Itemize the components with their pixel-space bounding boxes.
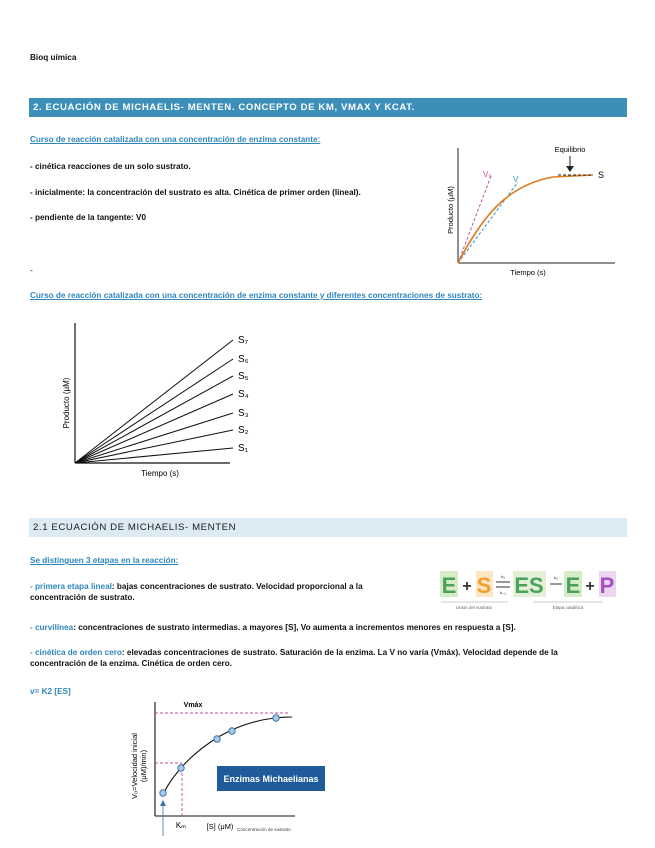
fig1-ylabel: Producto (μM) bbox=[446, 186, 455, 234]
fig3-box-label: Enzimas Michaelianas bbox=[223, 774, 319, 784]
fig1-product-curve bbox=[458, 175, 593, 263]
section-title: 2. ECUACIÓN DE MICHAELIS- MENTEN. CONCEPTO DE KM, VMAX Y KCAT. bbox=[33, 102, 415, 113]
stage-linear-label: - primera etapa lineal bbox=[30, 582, 112, 591]
reaction-e2: E bbox=[565, 573, 581, 598]
reaction-es: ES bbox=[514, 573, 544, 598]
fig1-equilibrium-label: Equilibrio bbox=[554, 145, 586, 154]
fig2-label-s2: S₂ bbox=[238, 425, 249, 436]
figure-product-time bbox=[443, 140, 623, 280]
fig2-line-s7 bbox=[75, 340, 233, 463]
section-header-michaelis-menten bbox=[29, 98, 627, 117]
reaction-k1: k₁ bbox=[501, 574, 505, 579]
fig2-ylabel: Producto (μM) bbox=[62, 377, 71, 429]
fig1-arrow-head bbox=[566, 166, 574, 172]
fig2-line-s4 bbox=[75, 394, 233, 463]
reaction-s: S bbox=[476, 573, 492, 598]
reaction-note1: Unión del sustrato bbox=[455, 605, 493, 610]
fig2-label-s5: S₅ bbox=[238, 371, 249, 382]
section-header-michaelis-menten-equation bbox=[29, 518, 627, 537]
stage-curvilinear-label: - curvilínea bbox=[30, 623, 74, 632]
reaction-k2: k₂ bbox=[554, 575, 558, 580]
fig2-label-s6: S₆ bbox=[238, 354, 249, 365]
fig3-ylabel2: (μM)/min) bbox=[139, 749, 148, 783]
fig1-s-label: S bbox=[598, 170, 605, 180]
stray-mark: - bbox=[30, 266, 33, 275]
fig2-label-s4: S₄ bbox=[238, 389, 249, 400]
fig3-point-1 bbox=[160, 790, 166, 796]
reaction-note2: Etapa catalítica bbox=[552, 605, 584, 610]
stage-zero-order bbox=[30, 647, 630, 669]
reaction-e1: E bbox=[441, 573, 457, 598]
fig3-point-4 bbox=[229, 728, 235, 734]
reaction-k-1: k₋₁ bbox=[500, 590, 506, 595]
fig2-xlabel: Tiempo (s) bbox=[141, 469, 179, 478]
fig3-xnote: Concentración de sustrato bbox=[237, 827, 291, 832]
fig3-point-2 bbox=[178, 765, 184, 771]
fig3-xlabel: [S] (μM) bbox=[206, 822, 234, 831]
stage-zero-order-cont: concentración de la enzima. Cinética de orden cero. bbox=[30, 659, 233, 668]
bullet-first-order: - inicialmente: la concentración del sustrato es alta. Cinética de primer orden (lineal). bbox=[30, 188, 361, 197]
fig3-km-label: Kₘ bbox=[175, 821, 187, 830]
stage-linear-cont: concentración de sustrato. bbox=[30, 593, 135, 602]
stage-zero-order-text: : elevadas concentraciones de sustrato. Saturación de la enzima. La V no varía (Vmáx). Velocidad depende de la bbox=[121, 648, 558, 657]
fig1-tangent-v bbox=[458, 182, 518, 263]
stage-linear-text: : bajas concentraciones de sustrato. Velocidad proporcional a la bbox=[111, 582, 363, 591]
fig2-line-s6 bbox=[75, 359, 233, 463]
reaction-scheme bbox=[438, 568, 618, 612]
formula-velocity: v= K2 [ES] bbox=[30, 687, 71, 696]
reaction-p: P bbox=[599, 573, 615, 598]
subtitle-different-substrates: Curso de reacción catalizada con una concentración de enzima constante y diferentes concentraciones de sustrato: bbox=[30, 291, 483, 300]
subject-label: Bioq uímica bbox=[30, 53, 77, 62]
figure-michaelis-curve bbox=[125, 696, 355, 842]
stage-curvilinear-text: : concentraciones de sustrato intermedias. a mayores [S], Vo aumenta a incrementos menores en respuesta a [S]. bbox=[73, 623, 516, 632]
fig1-xlabel: Tiempo (s) bbox=[510, 268, 546, 277]
section2-title: 2.1 ECUACIÓN DE MICHAELIS- MENTEN bbox=[33, 522, 237, 533]
fig2-label-s7: S₇ bbox=[238, 335, 249, 346]
fig3-ylabel1: V₀=Velocidad inicial bbox=[130, 733, 139, 799]
fig3-point-3 bbox=[214, 736, 220, 742]
fig3-arrow-head bbox=[160, 800, 166, 806]
bullet-single-substrate: - cinética reacciones de un solo sustrato. bbox=[30, 162, 191, 171]
stage-curvilinear bbox=[30, 622, 630, 633]
subtitle-constant-enzyme: Curso de reacción catalizada con una concentración de enzima constante: bbox=[30, 135, 321, 144]
reaction-plus2: + bbox=[585, 578, 595, 595]
bullet-tangent-slope: - pendiente de la tangente: V0 bbox=[30, 213, 147, 222]
figure-substrate-series bbox=[60, 318, 270, 488]
fig1-v0-label: V₀ bbox=[483, 170, 492, 179]
fig2-label-s1: S₁ bbox=[238, 443, 249, 454]
fig3-point-5 bbox=[273, 715, 279, 721]
fig3-vmax-label: Vmáx bbox=[183, 702, 203, 709]
reaction-plus1: + bbox=[462, 578, 472, 595]
fig1-v-label: V bbox=[513, 175, 519, 184]
subtitle-three-stages: Se distinguen 3 etapas en la reacción: bbox=[30, 556, 179, 565]
stage-zero-order-label: - cinética de orden cero bbox=[30, 648, 122, 657]
fig2-label-s3: S₃ bbox=[238, 408, 249, 419]
fig2-line-s2 bbox=[75, 430, 233, 463]
stage-linear bbox=[30, 581, 420, 603]
